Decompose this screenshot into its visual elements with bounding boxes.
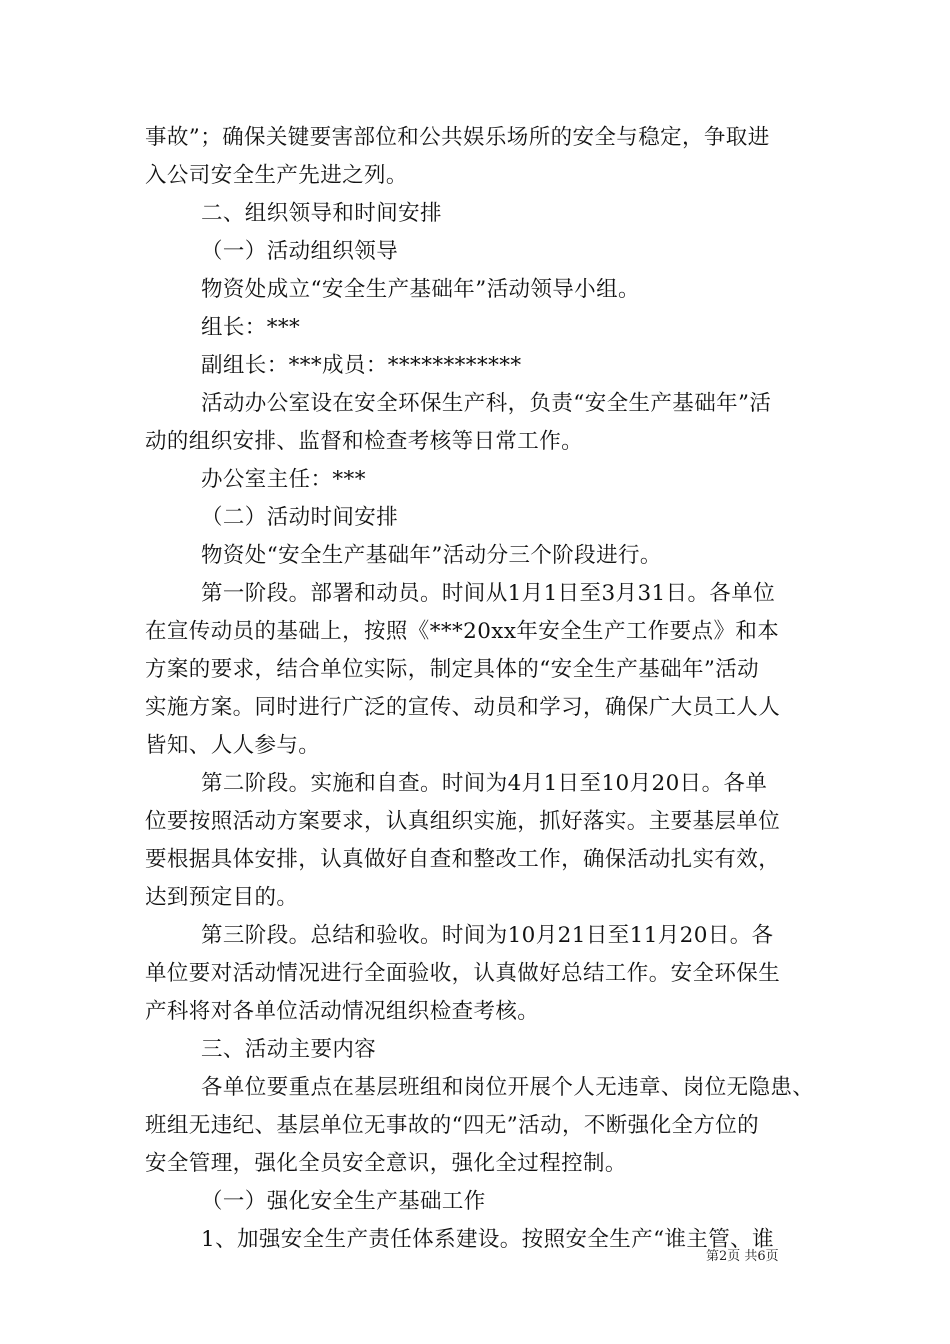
body-line: 实施方案。同时进行广泛的宣传、动员和学习，确保广大员工人人 — [145, 695, 781, 720]
body-line: 在宣传动员的基础上，按照《***20xx年安全生产工作要点》和本 — [145, 619, 780, 644]
body-line: 物资处“安全生产基础年”活动分三个阶段进行。 — [201, 543, 662, 568]
body-line: 活动办公室设在安全环保生产科，负责“安全生产基础年”活 — [201, 391, 772, 416]
body-line: 办公室主任：*** — [201, 467, 366, 492]
body-line: 皆知、人人参与。 — [145, 733, 321, 758]
body-line: 产科将对各单位活动情况组织检查考核。 — [145, 999, 540, 1024]
section-heading: 三、活动主要内容 — [201, 1037, 377, 1062]
body-line: 达到预定目的。 — [145, 885, 299, 910]
body-line: 第三阶段。总结和验收。时间为10月21日至11月20日。各 — [201, 923, 774, 948]
body-line: 各单位要重点在基层班组和岗位开展个人无违章、岗位无隐患、 — [201, 1075, 815, 1100]
body-line: 班组无违纪、基层单位无事故的“四无”活动，不断强化全方位的 — [145, 1113, 760, 1138]
body-line: 入公司安全生产先进之列。 — [145, 163, 408, 188]
body-line: 安全管理，强化全员安全意识，强化全过程控制。 — [145, 1151, 627, 1176]
section-heading: 二、组织领导和时间安排 — [201, 201, 442, 226]
body-line: 物资处成立“安全生产基础年”活动领导小组。 — [201, 277, 640, 302]
body-line: 副组长：***成员：************ — [201, 353, 522, 378]
body-line: 要根据具体安排，认真做好自查和整改工作，确保活动扎实有效， — [145, 847, 781, 872]
body-line: 第一阶段。部署和动员。时间从1月1日至3月31日。各单位 — [201, 581, 776, 606]
subsection-heading: （二）活动时间安排 — [201, 505, 399, 530]
page-number: 第2页 共6页 — [706, 1249, 779, 1264]
body-line: 方案的要求，结合单位实际，制定具体的“安全生产基础年”活动 — [145, 657, 760, 682]
body-line: 第二阶段。实施和自查。时间为4月1日至10月20日。各单 — [201, 771, 768, 796]
body-line: 位要按照活动方案要求，认真组织实施，抓好落实。主要基层单位 — [145, 809, 781, 834]
body-line: 组长：*** — [201, 315, 301, 340]
subsection-heading: （一）强化安全生产基础工作 — [201, 1189, 486, 1214]
body-line: 事故”；确保关键要害部位和公共娱乐场所的安全与稳定，争取进 — [145, 125, 770, 150]
body-line: 1、加强安全生产责任体系建设。按照安全生产“谁主管、谁 — [201, 1227, 774, 1252]
subsection-heading: （一）活动组织领导 — [201, 239, 399, 264]
body-line: 单位要对活动情况进行全面验收，认真做好总结工作。安全环保生 — [145, 961, 781, 986]
body-line: 动的组织安排、监督和检查考核等日常工作。 — [145, 429, 584, 454]
